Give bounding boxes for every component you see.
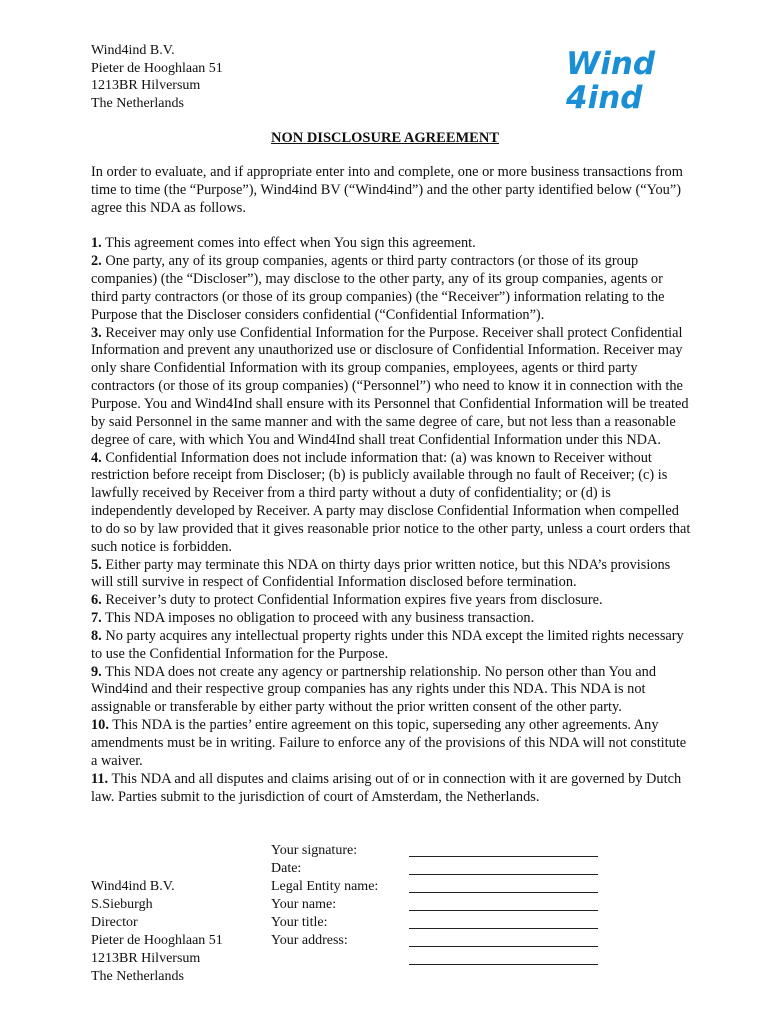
blank-fill-line[interactable] xyxy=(409,857,598,875)
clause-number: 4. xyxy=(91,449,102,466)
clause-6 xyxy=(91,592,691,610)
clause-text: Receiver’s duty to protect Confidential Information expires five years from disclosure. xyxy=(101,592,603,609)
clause-text: No party acquires any intellectual property rights under this NDA except the limited rights necessary to use the Confidential Information for the Purpose. xyxy=(91,627,684,662)
date-label: Date: xyxy=(271,861,302,876)
clause-3 xyxy=(91,325,691,450)
clause-number: 7. xyxy=(91,610,102,627)
address-line: Wind4ind B.V. xyxy=(91,43,175,58)
company-line: Wind4ind B.V. xyxy=(91,879,175,894)
your-name-label: Your name: xyxy=(271,897,337,912)
clause-number: 1. xyxy=(91,235,102,252)
sender-address xyxy=(91,42,223,112)
clause-text: Either party may terminate this NDA on thirty days prior written notice, but this NDA’s provisions will still survive in respect of Confidential Information disclosed before termination. xyxy=(91,556,671,591)
wind4ind-logo xyxy=(564,44,668,114)
clause-text: Receiver may only use Confidential Information for the Purpose. Receiver shall protect Confidential Information and prevent any unauthorized use or disclosure of Confidential Information. Receiver may only share Confidential Information with its group companies, employees, agents or third party contractors (or those of its group companies) (“Personnel”) who need to know it in connection with the Purpose. You and Wind4Ind shall ensure with its Personnel that Confidential Information will be treated by said Personnel in the same manner and with the same degree of care, but not less than a reasonable degree of care, with which You and Wind4Ind shall treat Confidential Information under this NDA. xyxy=(91,324,689,448)
clause-number: 5. xyxy=(91,556,102,573)
logo-word-4ind: 4ind xyxy=(566,80,643,114)
your-title-label: Your title: xyxy=(271,915,328,930)
your-address-label: Your address: xyxy=(271,933,348,948)
company-signature-block xyxy=(91,878,223,986)
blank-fill-line[interactable] xyxy=(409,875,598,893)
clause-number: 6. xyxy=(91,592,102,609)
clause-text: One party, any of its group companies, agents or third party contractors (or those of its group companies) (the “Discloser”), may disclose to the other party, any of its group companies, agents or third party contractors (or those of its group companies) (the “Receiver”) information relating to the Purpose that the Discloser considers confidential (“Confidential Information”). xyxy=(91,253,665,323)
clause-number: 10. xyxy=(91,717,109,734)
address-line: 1213BR Hilversum xyxy=(91,78,201,93)
company-line: S.Sieburgh xyxy=(91,897,153,912)
blank-fill-line[interactable] xyxy=(409,839,598,857)
clause-10 xyxy=(91,717,691,771)
address-line: The Netherlands xyxy=(91,95,184,111)
logo-word-wind: Wind xyxy=(566,46,656,82)
clause-9 xyxy=(91,664,691,718)
company-line: 1213BR Hilversum xyxy=(91,951,201,966)
agreement-body xyxy=(91,164,691,806)
clause-text: This NDA does not create any agency or partnership relationship. No person other than You and Wind4ind and their respective group companies has any rights under this NDA. This NDA is not assignable or transferable by either party without the prior written consent of the other party. xyxy=(91,663,657,716)
clause-5 xyxy=(91,557,691,593)
blank-fill-line[interactable] xyxy=(409,947,598,965)
company-line: Director xyxy=(91,915,138,930)
clause-text: This NDA is the parties’ entire agreement on this topic, superseding any other agreements. Any amendments must be in writing. Failure to enforce any of the provisions of this NDA will not constitute a waiver. xyxy=(91,717,687,769)
intro-paragraph: In order to evaluate, and if appropriate enter into and complete, one or more business transactions from time to time (the “Purpose”), Wind4ind BV (“Wind4ind”) and the other party identified below (“You”) agree this NDA as follows. xyxy=(91,164,683,216)
clause-8 xyxy=(91,628,691,664)
blank-fill-line[interactable] xyxy=(409,929,598,947)
clause-text: This agreement comes into effect when You sign this agreement. xyxy=(101,235,476,252)
clause-number: 2. xyxy=(91,253,102,270)
legal-entity-label: Legal Entity name: xyxy=(271,879,379,894)
clause-11 xyxy=(91,771,691,807)
clause-1 xyxy=(91,235,691,253)
clause-text: This NDA imposes no obligation to proceed with any business transaction. xyxy=(101,610,535,627)
company-line: The Netherlands xyxy=(91,969,184,984)
blank-fill-line[interactable] xyxy=(409,911,598,929)
clause-4 xyxy=(91,450,691,557)
company-line: Pieter de Hooghlaan 51 xyxy=(91,933,223,948)
signature-label: Your signature: xyxy=(271,843,358,858)
signature-blank-lines xyxy=(409,842,598,968)
document-title: NON DISCLOSURE AGREEMENT xyxy=(270,130,499,146)
clause-2 xyxy=(91,253,691,324)
clause-number: 3. xyxy=(91,324,102,341)
clause-number: 8. xyxy=(91,627,102,644)
address-line: Pieter de Hooghlaan 51 xyxy=(91,60,223,76)
signature-field-labels xyxy=(271,842,378,950)
clause-number: 11. xyxy=(91,770,109,787)
clause-7 xyxy=(91,610,691,628)
clause-number: 9. xyxy=(91,663,102,680)
clause-text: Confidential Information does not include information that: (a) was known to Receiver without restriction before receipt from Discloser; (b) is publicly available through no fault of Receiver; (c) is lawfully received by Receiver from a third party without a duty of confidentiality; or (d) is independently developed by Receiver. A party may disclose Confidential Information when compelled to do so by law provided that it gives reasonable prior notice to the other party, unless a court orders that such notice is forbidden. xyxy=(91,449,691,555)
blank-fill-line[interactable] xyxy=(409,893,598,911)
clause-list xyxy=(91,235,691,806)
clause-text: This NDA and all disputes and claims arising out of or in connection with it are governed by Dutch law. Parties submit to the jurisdiction of court of Amsterdam, the Netherlands. xyxy=(91,770,682,805)
